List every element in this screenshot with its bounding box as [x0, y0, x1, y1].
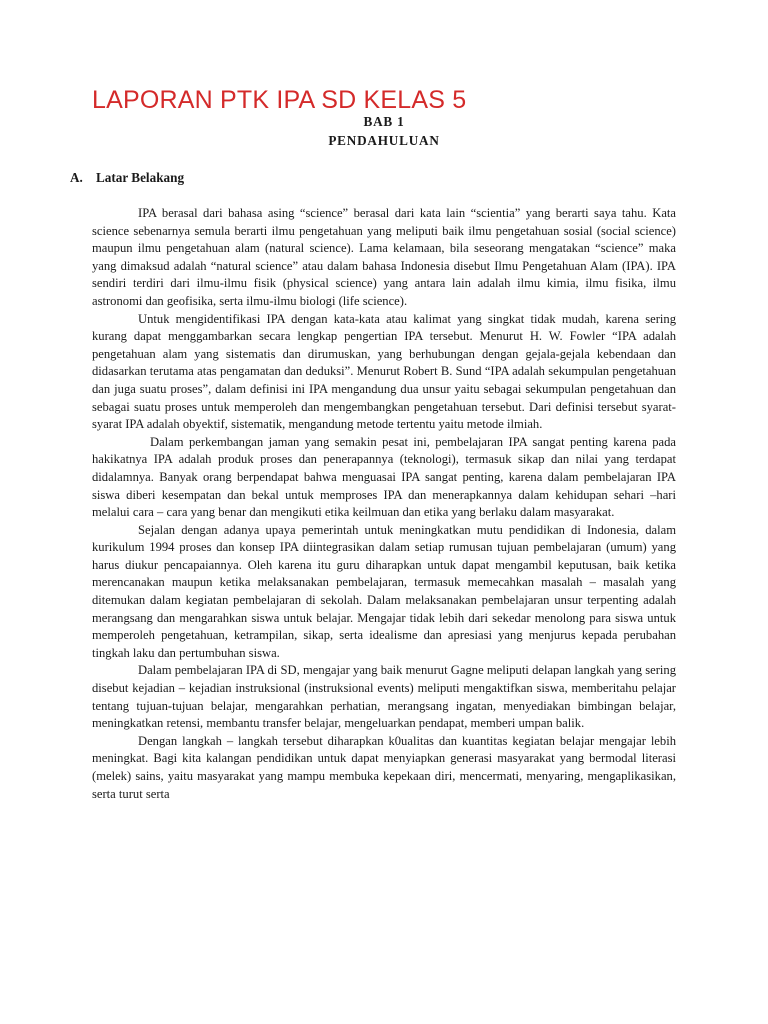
document-title: LAPORAN PTK IPA SD KELAS 5	[92, 86, 467, 114]
section-title: Latar Belakang	[96, 170, 185, 185]
paragraph: Dalam perkembangan jaman yang semakin pesat ini, pembelajaran IPA sangat penting karena pada hakikatnya IPA adalah produk proses dan penerapannya (teknologi), termasuk sikap dan nilai yang terdapat didalamnya. Banyak orang berpendapat bahwa menguasai IPA sangat penting, karena dalam pembelajaran IPA siswa diberi kesempatan dan bekal untuk memproses IPA dan menerapkannya dalam kehidupan sehari –hari melalui cara – cara yang benar dan mengikuti etika keilmuan dan etika yang berlaku dalam masyarakat.	[92, 434, 676, 520]
paragraph: Untuk mengidentifikasi IPA dengan kata-kata atau kalimat yang singkat tidak mudah, karena sering kurang dapat menggambarkan secara lengkap pengertian IPA tersebut. Menurut H. W. Fowler “IPA adalah pengetahuan alam yang sistematis dan dirumuskan, yang berhubungan dengan gejala-gejala kebendaan dan didasarkan terutama atas pengamatan dan deduksi”. Menurut Robert B. Sund “IPA adalah sekumpulan pengetahuan dan juga suatu proses”, dalam definisi ini IPA mengandung dua unsur yaitu sebagai sekumpulan pengetahuan dan sebagai suatu proses untuk memperoleh dan mengembangkan pengetahuan tersebut. Dari definisi tersebut syarat-syarat IPA adalah obyektif, sistematik, mengandung metode tertentu yaitu metode ilmiah.	[92, 311, 676, 432]
paragraph: IPA berasal dari bahasa asing “science” berasal dari kata lain “scientia” yang berarti saya tahu. Kata science sebenarnya semula berarti ilmu pengetahuan yang meliputi baik ilmu pengetahuan sosial (social science) maupun ilmu pengetahuan alam (natural science). Lama kelamaan, bila seseorang mengatakan “science” maka yang dimaksud adalah “natural science” atau dalam bahasa Indonesia disebut Ilmu Pengetahuan Alam (IPA). IPA sendiri terdiri dari ilmu-ilmu fisik (physical science) yang antara lain adalah ilmu kimia, ilmu fisika, ilmu astronomi dan geofisika, serta ilmu-ilmu biologi (life science).	[92, 206, 676, 308]
paragraph: Sejalan dengan adanya upaya pemerintah untuk meningkatkan mutu pendidikan di Indonesia, dalam kurikulum 1994 proses dan konsep IPA diintegrasikan dalam setiap rumusan tujuan pembelajaran (umum) yang harus diukur pencapaiannya. Oleh karena itu guru diharapkan untuk dapat mengambil keputusan, baik ketika merencanakan maupun ketika melaksanakan pembelajaran, termasuk memecahkan masalah – masalah yang ditemukan dalam kegiatan pembelajaran di sekolah. Dalam melaksanakan pembelajaran unsur terpenting adalah merangsang dan mengarahkan siswa untuk belajar. Mengajar tidak lebih dari sekedar menolong para siswa untuk memperoleh pengetahuan, ketrampilan, sikap, serta idealisme dan apresiasi yang menjurus kepada perubahan tingkah laku dan pertumbuhan siswa.	[92, 522, 676, 660]
chapter-label: BAB 1	[363, 114, 405, 129]
paragraph: Dengan langkah – langkah tersebut diharapkan k0ualitas dan kuantitas kegiatan belajar mengajar lebih meningkat. Bagi kita kalangan pendidikan untuk dapat menyiapkan generasi masyarakat yang bermodal literasi (melek) sains, yaitu masyarakat yang mampu membuka kepekaan diri, mencermati, menyaring, mengaplikasikan, serta turut serta	[92, 733, 676, 801]
section-number: A.	[70, 170, 83, 185]
body-text	[92, 205, 676, 803]
chapter-title: PENDAHULUAN	[328, 133, 440, 148]
paragraph: Dalam pembelajaran IPA di SD, mengajar yang baik menurut Gagne meliputi delapan langkah yang sering disebut kejadian – kejadian instruksional (instruksional events) meliputi mengaktifkan siswa, memberitahu pelajar tentang tujuan-tujuan belajar, mengarahkan perhatian, merangsang ingatan, menyediakan bimbingan belajar, meningkatkan retensi, membantu transfer belajar, mengeluarkan pendapat, memberi umpan balik.	[92, 663, 676, 731]
section-heading	[70, 170, 184, 186]
